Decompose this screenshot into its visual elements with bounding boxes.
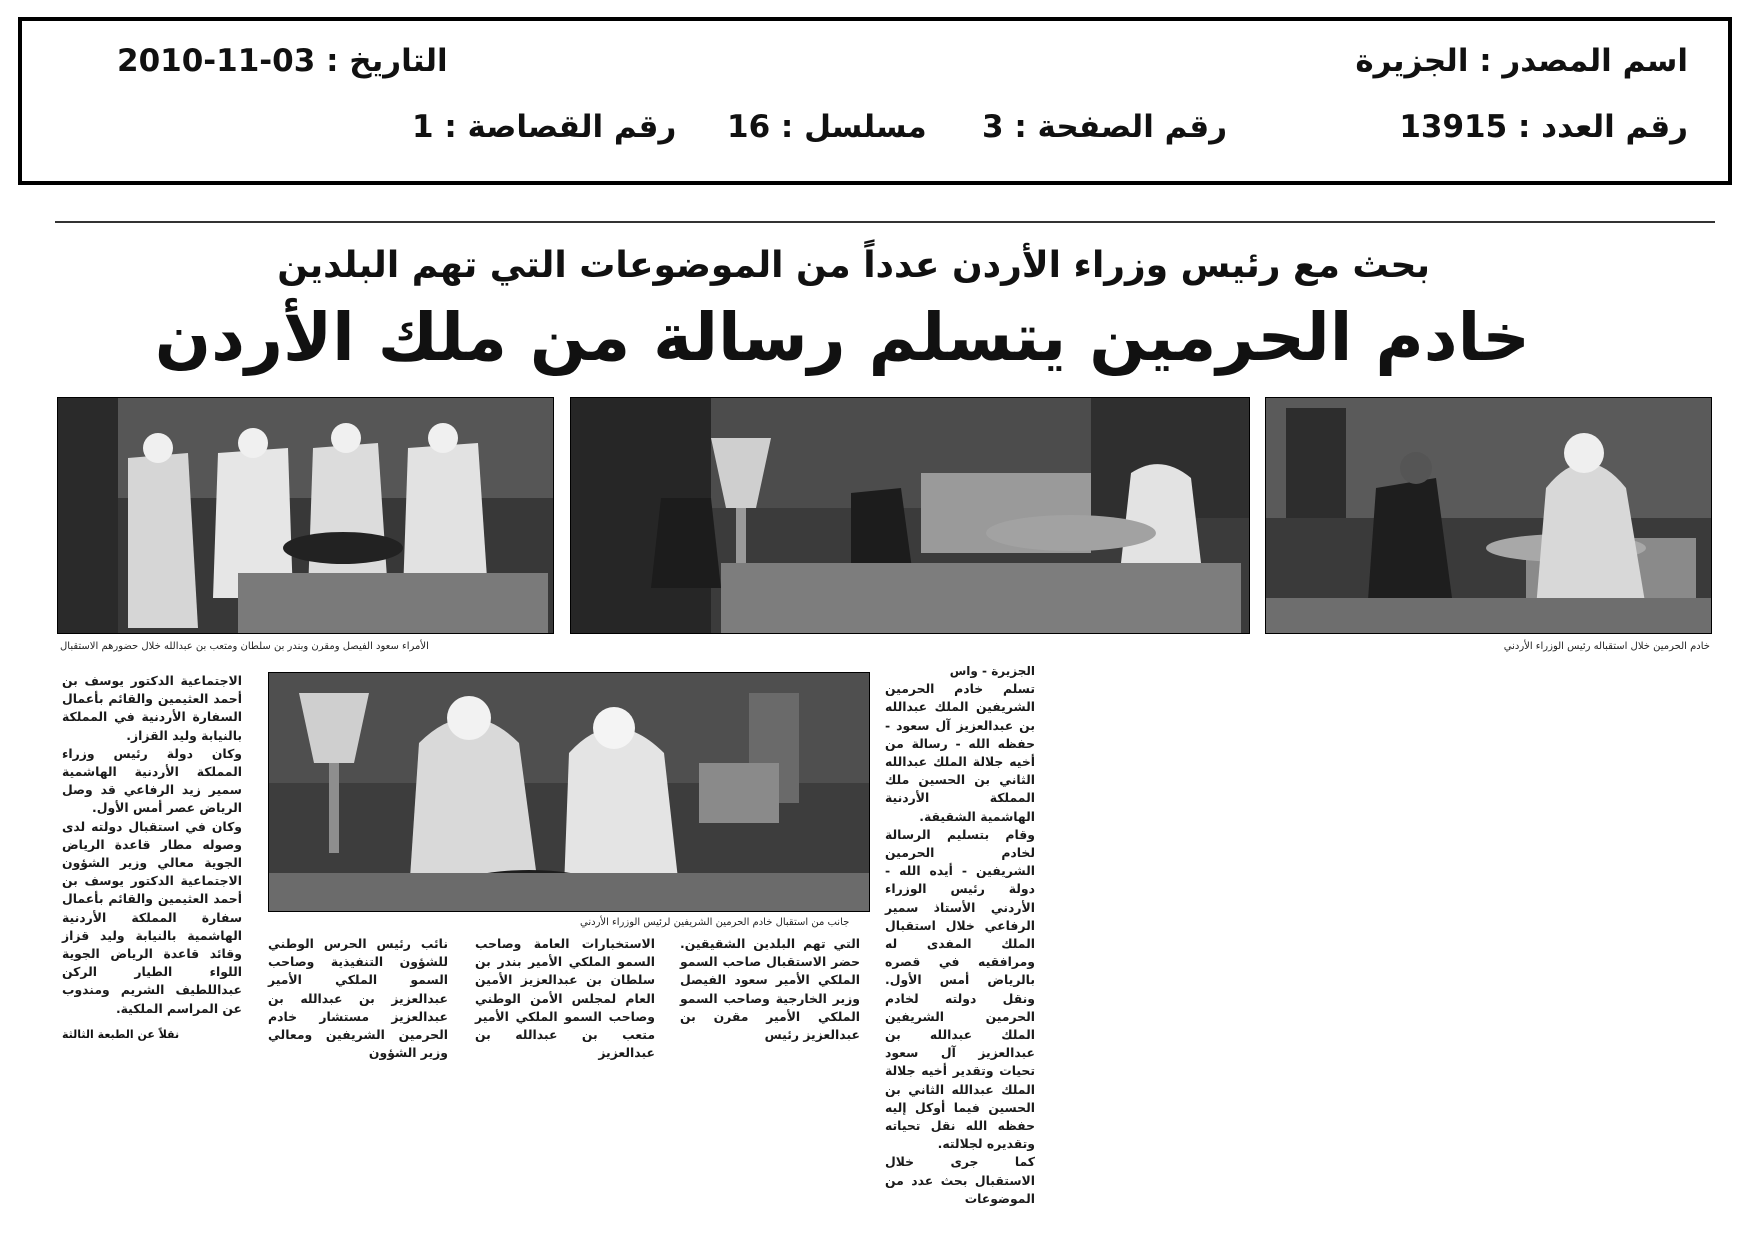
- news-clipping: [40, 215, 1730, 1206]
- metadata-header: [18, 17, 1732, 185]
- photo-princes-attending: [57, 397, 554, 634]
- publish-date: التاريخ : 03-11-2010: [117, 43, 448, 79]
- caption-right-photo: خادم الحرمين خلال استقباله رئيس الوزراء الأردني: [1503, 641, 1710, 652]
- edition-note: نقلاً عن الطبعة الثالثة: [62, 1028, 180, 1041]
- col1-para-1: تسلم خادم الحرمين الشريفين الملك عبدالله بن عبدالعزيز آل سعود - حفظه الله - رسالة من أخيه جلالة الملك عبدالله الثاني بن الحسين ملك المملكة الأردنية الهاشمية الشقيقة.: [885, 681, 1035, 824]
- headline: خادم الحرمين يتسلم رسالة من ملك الأردن: [154, 299, 1530, 376]
- subheadline: بحث مع رئيس وزراء الأردن عدداً من الموضوعات التي تهم البلدين: [277, 245, 1430, 286]
- col3-text: الاستخبارات العامة وصاحب السمو الملكي الأمير بندر بن سلطان بن عبدالعزيز الأمين العام لمجلس الأمن الوطني وصاحب السمو الملكي الأمير متعب بن عبدالله بن عبدالعزيز: [475, 936, 655, 1061]
- col5-para-2: وكان دولة رئيس وزراء المملكة الأردنية الهاشمية سمير زيد الرفاعي قد وصل الرياض عصر أمس الأول.: [62, 745, 242, 816]
- photo-king-with-pm: [268, 672, 870, 912]
- clipping-number: رقم القصاصة : 1: [412, 109, 677, 145]
- caption-left-photo: الأمراء سعود الفيصل ومقرن وبندر بن سلطان ومتعب بن عبدالله خلال حضورهم الاستقبال: [60, 641, 429, 652]
- col4-text: نائب رئيس الحرس الوطني للشؤون التنفيذية وصاحب السمو الملكي الأمير عبدالعزيز بن عبدالله بن عبدالعزيز مستشار خادم الحرمين الشريفين ومعالي وزير الشؤون: [268, 936, 448, 1061]
- article-column-2: [680, 935, 860, 1044]
- col5-para-1: الاجتماعية الدكتور يوسف بن أحمد العثيمين والقائم بأعمال السفارة الأردنية في المملكة بالنيابة وليد القزاز.: [62, 673, 242, 743]
- col2-text: التي تهم البلدين الشقيقين. حضر الاستقبال صاحب السمو الملكي الأمير سعود الفيصل وزير الخارجية وصاحب السمو الملكي الأمير مقرن بن عبدالعزيز رئيس: [680, 936, 860, 1043]
- article-column-3: [475, 935, 655, 1062]
- article-column-1: [885, 662, 1035, 1208]
- page-number: رقم الصفحة : 3: [982, 109, 1228, 145]
- byline: الجزيرة - واس: [949, 664, 1035, 678]
- photo-delegation-seated: [570, 397, 1250, 634]
- issue-number: رقم العدد : 13915: [1399, 109, 1688, 145]
- col1-para-2: وقام بتسليم الرسالة لخادم الحرمين الشريفين - أيده الله - دولة رئيس الوزراء الأردني الأستاذ سمير الرفاعي خلال استقبال الملك المفدى له ومرافقيه في قصره بالرياض أمس الأول. ونقل دولته لخادم الحرمين الشريفين الملك عبدالله بن عبدالعزيز آل سعود تحيات وتقدير أخيه جلالة الملك عبدالله الثاني بن الحسين فيما أوكل إليه حفظه الله نقل تحياته وتقديره لجلالته.: [885, 826, 1035, 1152]
- serial-number: مسلسل : 16: [727, 109, 927, 145]
- source-name: اسم المصدر : الجزيرة: [1355, 43, 1688, 79]
- photo-king-reception: [1265, 397, 1712, 634]
- article-column-4: [268, 935, 448, 1062]
- caption-bottom-photo: جانب من استقبال خادم الحرمين الشريفين لرئيس الوزراء الأردني: [580, 917, 850, 928]
- article-column-5: [62, 672, 242, 1018]
- col5-para-3: وكان في استقبال دولته لدى وصوله مطار قاعدة الرياض الجوية معالي وزير الشؤون الاجتماعية الدكتور يوسف بن أحمد العثيمين والقائم بأعمال سفارة المملكة الأردنية الهاشمية بالنيابة وليد قزاز وقائد قاعدة الرياض الجوية اللواء الطيار الركن عبداللطيف الشريم ومندوب عن المراسم الملكية.: [62, 818, 242, 1016]
- col1-para-3: كما جرى خلال الاستقبال بحث عدد من الموضوعات: [885, 1154, 1035, 1206]
